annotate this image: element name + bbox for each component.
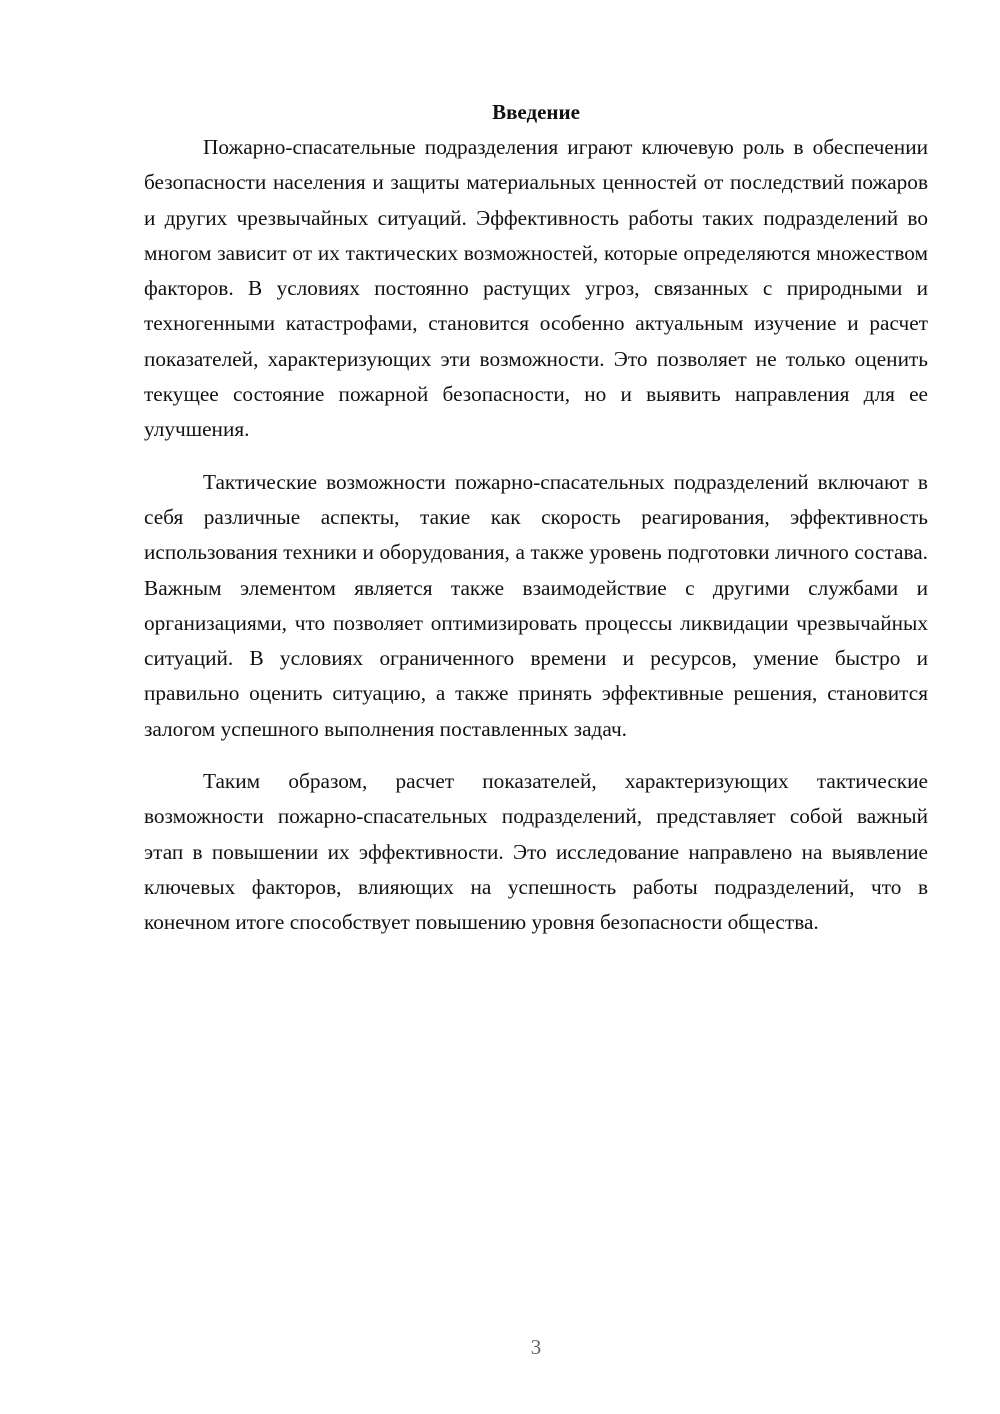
paragraph-2: Тактические возможности пожарно-спасательных подразделений включают в себя различные аспекты, такие как скорость реагирования, эффективность использования техники и оборудования, а также уровень подготовки личного состава. Важным элементом является также взаимодействие с другими службами и организациями, что позволяет оптимизировать процессы ликвидации чрезвычайных ситуаций. В условиях ограниченного времени и ресурсов, умение быстро и правильно оценить ситуацию, а также принять эффективные решения, становится залогом успешного выполнения поставленных задач. bbox=[144, 469, 928, 741]
paragraph-1: Пожарно-спасательные подразделения играют ключевую роль в обеспечении безопасности населения и защиты материальных ценностей от последствий пожаров и других чрезвычайных ситуаций. Эффективность работы таких подразделений во многом зависит от их тактических возможностей, которые определяются множеством факторов. В условиях постоянно растущих угроз, связанных с природными и техногенными катастрофами, становится особенно актуальным изучение и расчет показателей, характеризующих эти возможности. Это позволяет не только оценить текущее состояние пожарной безопасности, но и выявить направления для ее улучшения. bbox=[144, 135, 928, 442]
paragraph-3: Таким образом, расчет показателей, характеризующих тактические возможности пожарно-спасательных подразделений, представляет собой важный этап в повышении их эффективности. Это исследование направлено на выявление ключевых факторов, влияющих на успешность работы подразделений, что в конечном итоге способствует повышению уровня безопасности общества. bbox=[144, 769, 928, 935]
section-title: Введение bbox=[492, 100, 580, 124]
page-number: 3 bbox=[530, 1335, 542, 1359]
page-content bbox=[144, 95, 928, 941]
